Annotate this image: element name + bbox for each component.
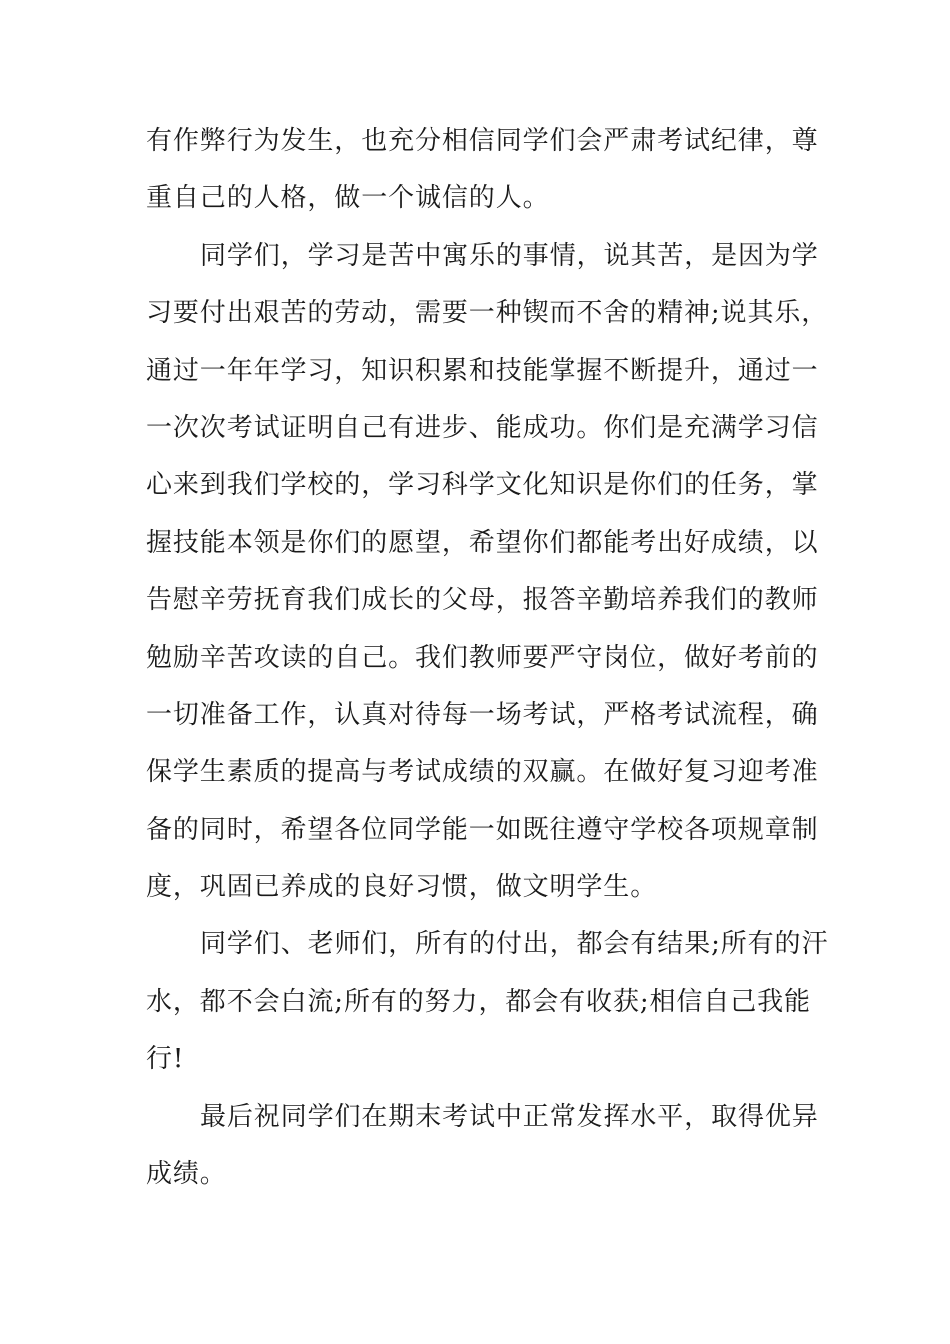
paragraph-start-line: 同学们，学习是苦中寓乐的事情，说其苦，是因为学 — [200, 240, 819, 271]
text-line: 保学生素质的提高与考试成绩的双赢。在做好复习迎考准 — [146, 757, 819, 788]
paragraph-start-line: 最后祝同学们在期末考试中正常发挥水平，取得优异 — [200, 1101, 819, 1132]
text-line: 成绩。 — [146, 1159, 227, 1190]
text-line: 行! — [146, 1044, 185, 1075]
paragraph-start-line: 同学们、老师们，所有的付出，都会有结果;所有的汗 — [200, 929, 829, 960]
text-line: 通过一年年学习，知识积累和技能掌握不断提升，通过一 — [146, 355, 819, 386]
text-line: 度，巩固已养成的良好习惯，做文明学生。 — [146, 872, 658, 903]
text-line: 备的同时，希望各位同学能一如既往遵守学校各项规章制 — [146, 814, 819, 845]
text-line: 有作弊行为发生，也充分相信同学们会严肃考试纪律，尊 — [146, 126, 819, 156]
text-line: 一切准备工作，认真对待每一场考试，严格考试流程，确 — [146, 699, 819, 730]
text-line: 习要付出艰苦的劳动，需要一种锲而不舍的精神;说其乐， — [146, 298, 829, 329]
text-line: 水，都不会白流;所有的努力，都会有收获;相信自己我能 — [146, 986, 811, 1017]
text-line: 告慰辛劳抚育我们成长的父母，报答辛勤培养我们的教师 — [146, 585, 819, 616]
document-body — [146, 113, 829, 1203]
text-line: 重自己的人格，做一个诚信的人。 — [146, 183, 550, 214]
text-line: 握技能本领是你们的愿望，希望你们都能考出好成绩，以 — [146, 527, 819, 558]
text-line: 心来到我们学校的，学习科学文化知识是你们的任务，掌 — [146, 470, 819, 501]
text-line: 一次次考试证明自己有进步、能成功。你们是充满学习信 — [146, 412, 819, 443]
text-line: 勉励辛苦攻读的自己。我们教师要严守岗位，做好考前的 — [146, 642, 819, 673]
